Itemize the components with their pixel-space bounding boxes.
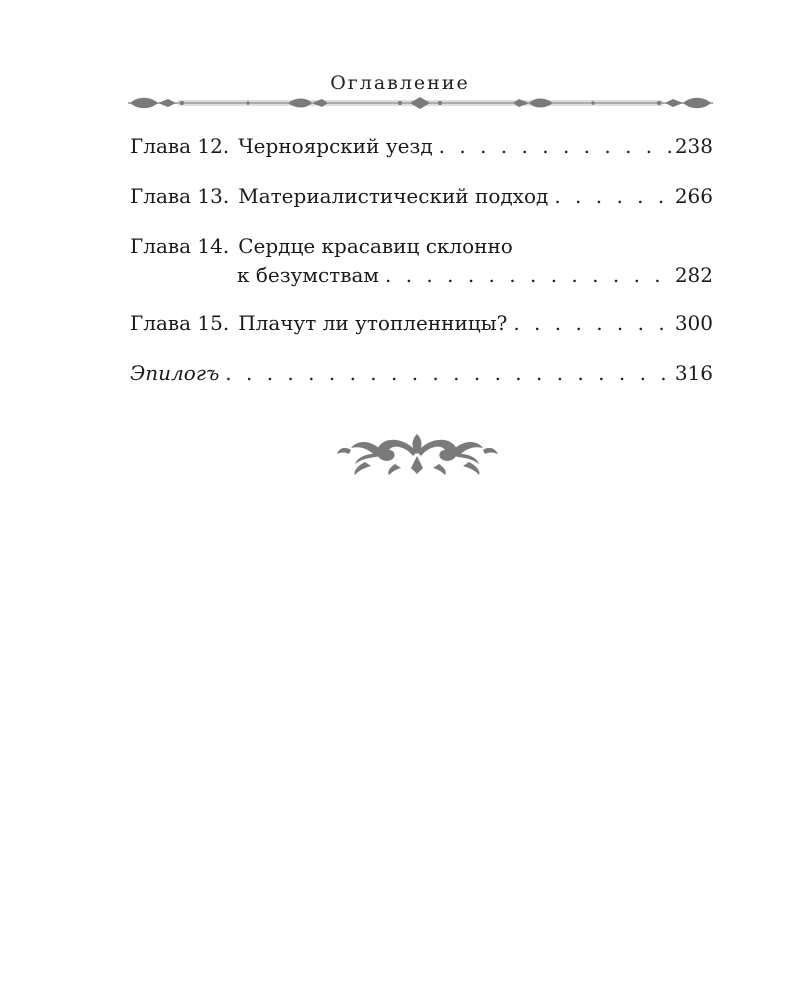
toc-entry[interactable] — [130, 183, 713, 209]
toc-entry[interactable] — [130, 133, 713, 159]
page-number: 316 — [674, 361, 713, 385]
toc-entry[interactable] — [130, 310, 713, 336]
chapter-label: Глава 12. — [130, 134, 230, 158]
chapter-title: Материалистический подход — [238, 184, 549, 208]
page-number: 282 — [674, 263, 713, 287]
epilogue-title: Эпилогъ — [130, 361, 220, 385]
dot-leader — [379, 262, 675, 288]
page-number: 266 — [674, 184, 713, 208]
dot-leader — [548, 183, 675, 209]
toc-entry-epilogue[interactable] — [130, 360, 713, 386]
floral-vignette-icon — [335, 428, 500, 476]
dot-leader — [507, 310, 674, 336]
page-title: Оглавление — [330, 72, 470, 94]
chapter-title-line-1: Сердце красавиц склонно — [238, 234, 513, 258]
page-number: 238 — [674, 134, 713, 158]
chapter-label: Глава 13. — [130, 184, 230, 208]
dot-leader — [433, 133, 675, 159]
chapter-title: Черноярский уезд — [238, 134, 433, 158]
chapter-label: Глава 15. — [130, 311, 230, 335]
dot-leader — [219, 360, 675, 386]
chapter-label: Глава 14. — [130, 234, 230, 258]
chapter-title: Плачут ли утопленницы? — [238, 311, 508, 335]
page-number: 300 — [674, 311, 713, 335]
toc-entry[interactable] — [130, 233, 713, 288]
scroll-rule-icon — [128, 94, 713, 112]
chapter-title-line-2: к безумствам — [237, 263, 379, 287]
